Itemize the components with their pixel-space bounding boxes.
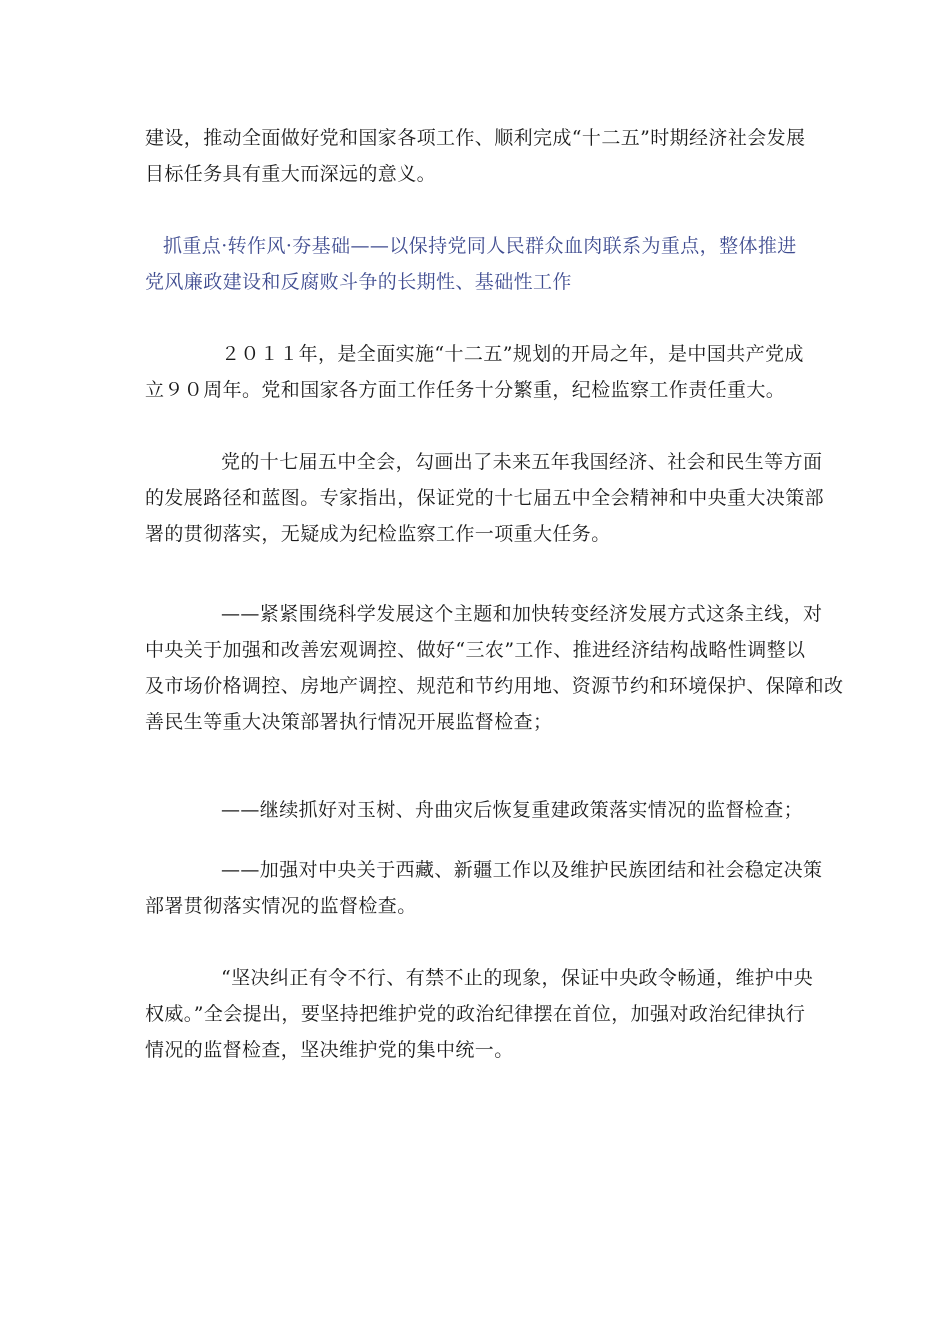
text-line: 权威。”全会提出，要坚持把维护党的政治纪律摆在首位，加强对政治纪律执行 <box>145 1003 806 1025</box>
heading-line: 抓重点·转作风·夯基础——以保持党同人民群众血肉联系为重点，整体推进 <box>163 235 797 257</box>
text-line: ——加强对中央关于西藏、新疆工作以及维护民族团结和社会稳定决策 <box>221 859 823 881</box>
paragraph-political-discipline <box>145 960 814 1068</box>
text-line: 建设，推动全面做好党和国家各项工作、顺利完成“十二五”时期经济社会发展 <box>145 127 806 149</box>
text-line: 立９０周年。党和国家各方面工作任务十分繁重，纪检监察工作责任重大。 <box>145 379 786 401</box>
paragraph-plenary <box>145 444 825 552</box>
heading-line: 党风廉政建设和反腐败斗争的长期性、基础性工作 <box>145 271 572 293</box>
paragraph-2011 <box>145 336 810 408</box>
text-line: 署的贯彻落实，无疑成为纪检监察工作一项重大任务。 <box>145 523 611 545</box>
text-line: 的发展路径和蓝图。专家指出，保证党的十七届五中全会精神和中央重大决策部 <box>145 487 825 509</box>
text-line: ——紧紧围绕科学发展这个主题和加快转变经济发展方式这条主线，对 <box>221 603 823 625</box>
text-line: ——继续抓好对玉树、舟曲灾后恢复重建政策落实情况的监督检查； <box>221 799 804 821</box>
section-heading <box>145 228 810 300</box>
text-line: 善民生等重大决策部署执行情况开展监督检查； <box>145 711 553 733</box>
paragraph-bullet-tibet-xinjiang <box>145 852 823 924</box>
text-line: 及市场价格调控、房地产调控、规范和节约用地、资源节约和环境保护、保障和改 <box>145 675 844 697</box>
text-line: 部署贯彻落实情况的监督检查。 <box>145 895 417 917</box>
paragraph-intro-continuation <box>145 120 810 192</box>
text-line: 党的十七届五中全会，勾画出了未来五年我国经济、社会和民生等方面 <box>221 451 823 473</box>
text-line: 中央关于加强和改善宏观调控、做好“三农”工作、推进经济结构战略性调整以 <box>145 639 806 661</box>
text-line: 目标任务具有重大而深远的意义。 <box>145 163 437 185</box>
text-line: “坚决纠正有令不行、有禁不止的现象，保证中央政令畅通，维护中央 <box>221 967 814 989</box>
text-line: 情况的监督检查，坚决维护党的集中统一。 <box>145 1039 514 1061</box>
paragraph-bullet-scientific-development <box>145 596 844 740</box>
text-line: ２０１１年，是全面实施“十二五”规划的开局之年，是中国共产党成 <box>221 343 804 365</box>
paragraph-bullet-reconstruction <box>145 792 810 828</box>
